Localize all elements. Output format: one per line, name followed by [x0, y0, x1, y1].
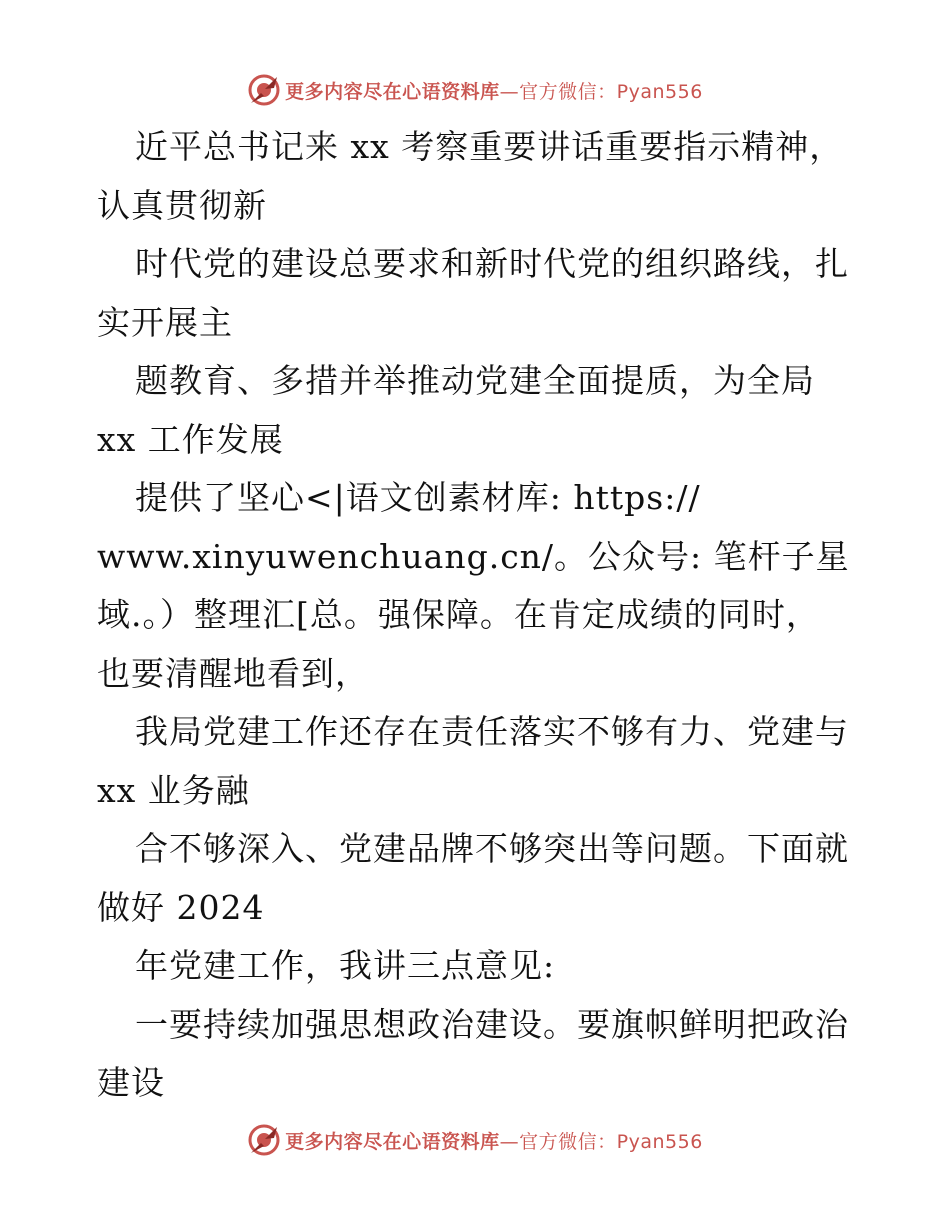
- footer-banner-text: [285, 1127, 703, 1154]
- header-wechat-text: —官方微信：Pyan556: [499, 80, 703, 103]
- footer-wechat-text: —官方微信：Pyan556: [499, 1130, 703, 1153]
- body-line: 一要持续加强思想政治建设。要旗帜鲜明把政治: [135, 1004, 849, 1044]
- footer-banner: [0, 1120, 950, 1160]
- header-banner: [0, 70, 950, 110]
- body-line: 合不够深入、党建品牌不够突出等问题。下面就: [135, 829, 849, 868]
- body-line: 做好 2024: [97, 887, 265, 927]
- body-line: xx 工作发展: [97, 419, 284, 459]
- body-line: 时代党的建设总要求和新时代党的组织路线，扎: [135, 244, 849, 283]
- body-line: www.xinyuwenchuang.cn/。公众号: 笔杆子星: [97, 536, 850, 576]
- body-line: 题教育、多措并举推动党建全面提质，为全局: [135, 361, 815, 400]
- body-line: 建设: [97, 1063, 165, 1102]
- quill-logo-icon: [247, 73, 281, 107]
- body-line: 近平总书记来 xx 考察重要讲话重要指示精神，: [135, 127, 844, 166]
- footer-site-text: 更多内容尽在心语资料库: [285, 1130, 500, 1153]
- header-site-text: 更多内容尽在心语资料库: [285, 80, 500, 103]
- body-line: 域.。）整理汇[总。强保障。在肯定成绩的同时，: [97, 595, 820, 634]
- header-banner-text: [285, 77, 703, 104]
- body-line: 提供了坚心<|语文创素材库: https://: [135, 478, 701, 517]
- body-line: 我局党建工作还存在责任落实不够有力、党建与: [135, 712, 849, 751]
- body-line: 认真贯彻新: [97, 185, 267, 225]
- body-line: 年党建工作，我讲三点意见:: [135, 946, 556, 985]
- document-body: [97, 118, 887, 1113]
- body-line: xx 业务融: [97, 770, 250, 810]
- quill-logo-icon: [247, 1123, 281, 1157]
- body-line: 也要清醒地看到，: [97, 653, 369, 693]
- body-line: 实开展主: [97, 302, 233, 342]
